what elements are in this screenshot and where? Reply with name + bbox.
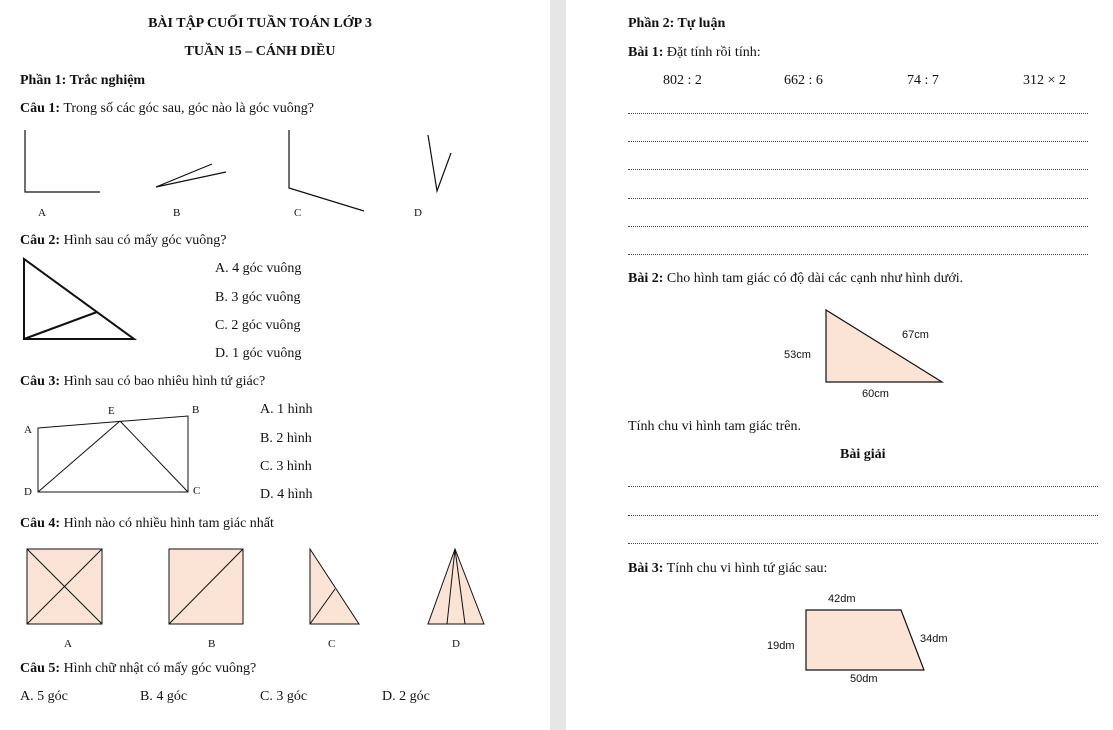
q1-choice-b: B [173,207,181,219]
question-2-label: Câu 2: [20,233,61,248]
bai3-side-top: 42dm [828,593,856,605]
worksheet-page-right [566,0,1113,730]
q2-right-triangle [24,259,134,339]
exercise-2-task: Tính chu vi hình tam giác trên. [628,419,802,434]
exercise-2 [628,271,963,287]
q5-option-a: A. 5 góc [20,689,68,704]
q3-vertex-b: B [192,404,200,416]
q2-option-d: D. 1 góc vuông [215,346,302,361]
answer-line [628,254,1088,255]
q3-option-b: B. 2 hình [260,431,312,446]
q4-choice-b: B [208,638,216,650]
answer-line [628,198,1088,199]
q3-vertex-d: D [24,486,32,498]
angle-b [156,164,226,187]
answer-line [628,141,1088,142]
q3-vertex-e: E [108,405,115,417]
exercise-1-text: Đặt tính rồi tính: [666,45,761,60]
worksheet-subtitle: TUẦN 15 – CÁNH DIỀU [184,44,336,59]
bai3-side-bottom: 50dm [850,673,878,685]
q3-segment-de [38,421,120,492]
q2-option-a: A. 4 góc vuông [215,261,302,276]
part1-heading: Phần 1: Trắc nghiệm [20,73,146,88]
answer-line [628,486,1098,487]
answer-line [628,515,1098,516]
question-5-label: Câu 5: [20,661,61,676]
answer-line [628,543,1098,544]
exercise-1-op-1: 802 : 2 [663,73,702,88]
q3-option-d: D. 4 hình [260,487,313,502]
q4-choice-c: C [328,638,336,650]
exercise-1 [628,45,761,61]
answer-line [628,169,1088,170]
question-2 [20,233,226,249]
answer-line [628,226,1088,227]
q1-choice-d: D [414,207,422,219]
q2-triangle-figure [0,255,150,345]
q3-vertex-c: C [193,485,201,497]
q4-choice-a: A [64,638,72,650]
question-5-text: Hình chữ nhật có mấy góc vuông? [63,661,257,676]
q2-inner-segment [24,312,97,339]
question-2-text: Hình sau có mấy góc vuông? [63,233,227,248]
question-1 [20,101,314,117]
exercise-3-label: Bài 3: [628,561,664,576]
part2-heading: Phần 2: Tự luận [628,16,726,31]
bai2-side-bottom: 60cm [862,388,889,400]
bai3-quadrilateral [806,610,924,670]
bai2-triangle [826,310,942,382]
exercise-2-label: Bài 2: [628,271,664,286]
angle-c [289,130,364,211]
question-4-text: Hình nào có nhiều hình tam giác nhất [63,516,274,531]
q3-vertex-a: A [24,424,32,436]
q2-option-b: B. 3 góc vuông [215,290,301,305]
angle-d [428,135,451,191]
q1-angles-figure [0,125,500,205]
question-3-text: Hình sau có bao nhiêu hình tứ giác? [63,374,266,389]
q5-option-c: C. 3 góc [260,689,308,704]
angle-a [25,130,100,192]
exercise-1-op-2: 662 : 6 [784,73,823,88]
question-1-text: Trong số các góc sau, góc nào là góc vuông? [63,101,314,116]
question-3-label: Câu 3: [20,374,61,389]
worksheet-title: BÀI TẬP CUỐI TUẦN TOÁN LỚP 3 [148,16,372,31]
q4-shape-c [310,549,359,624]
bai2-side-hypotenuse: 67cm [902,329,929,341]
question-4 [20,516,274,532]
bai2-side-left: 53cm [784,349,811,361]
exercise-2-text: Cho hình tam giác có độ dài các cạnh như hình dưới. [666,271,964,286]
worksheet-page-left [0,0,550,730]
q1-choice-c: C [294,207,302,219]
bai3-side-right: 34dm [920,633,948,645]
solution-heading: Bài giải [840,447,886,462]
question-4-label: Câu 4: [20,516,61,531]
bai3-side-left: 19dm [767,640,795,652]
q3-option-a: A. 1 hình [260,402,313,417]
q4-shape-b [169,549,243,624]
q1-choice-a: A [38,207,46,219]
question-3 [20,374,265,390]
bai2-triangle-figure [816,300,956,390]
question-1-label: Câu 1: [20,101,61,116]
q5-option-d: D. 2 góc [382,689,430,704]
exercise-1-op-3: 74 : 7 [907,73,939,88]
exercise-1-op-4: 312 × 2 [1023,73,1066,88]
q2-option-c: C. 2 góc vuông [215,318,301,333]
q4-choice-d: D [452,638,460,650]
q3-option-c: C. 3 hình [260,459,312,474]
exercise-3-text: Tính chu vi hình tứ giác sau: [666,561,828,576]
answer-line [628,113,1088,114]
exercise-3 [628,561,827,577]
q3-segment-ec [120,421,188,492]
q4-shapes-figure [0,545,500,625]
q4-shape-a [27,549,102,624]
q4-shape-d [428,549,484,624]
exercise-1-label: Bài 1: [628,45,664,60]
question-5 [20,661,256,677]
bai3-quadrilateral-figure [796,600,936,680]
q5-option-b: B. 4 góc [140,689,188,704]
